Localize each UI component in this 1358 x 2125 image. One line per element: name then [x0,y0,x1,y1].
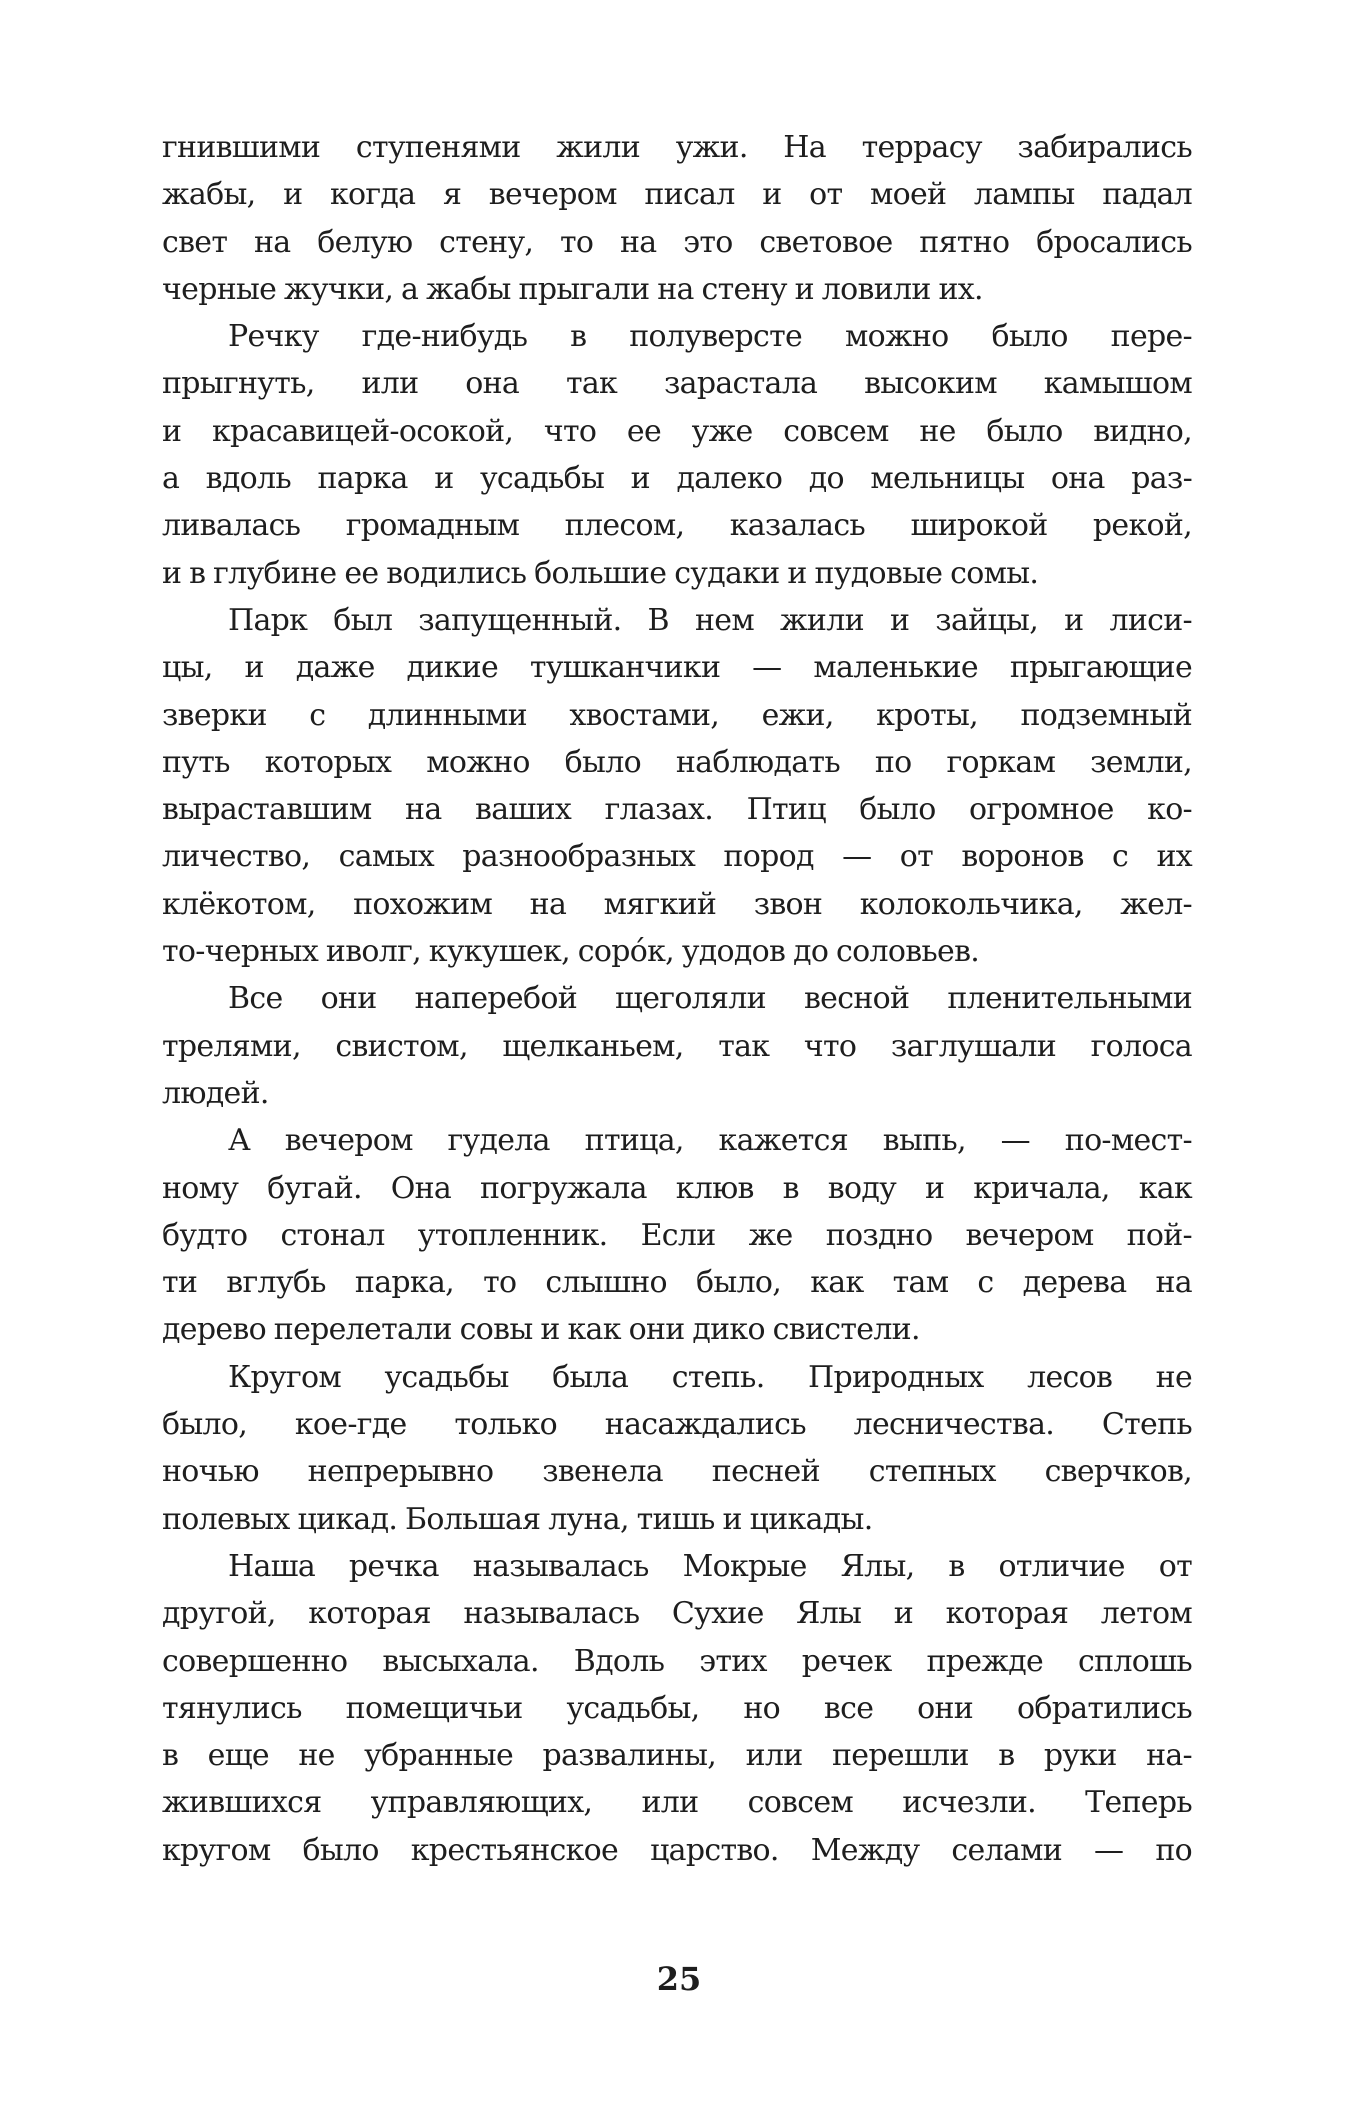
text-line: ти вглубь парка, то слышно было, как там с дерева на [162,1265,1192,1301]
text-line: кругом было крестьянское царство. Между селами — по [162,1832,1192,1868]
text-line: будто стонал утопленник. Если же поздно вечером пой- [162,1217,1192,1253]
paragraph-first-line: Все они наперебой щеголяли весной пленительными [228,981,1192,1017]
text-line: гнившими ступенями жили ужи. На террасу забирались [162,130,1192,165]
text-line: было, кое-где только насаждались лесничества. Степь [162,1407,1192,1443]
paragraph-first-line: А вечером гудела птица, кажется выпь, — по-мест- [228,1123,1192,1159]
text-line: выраставшим на ваших глазах. Птиц было огромное ко- [162,792,1192,828]
text-line: а вдоль парка и усадьбы и далеко до мельницы она раз- [162,461,1192,497]
text-line: прыгнуть, или она так зарастала высоким камышом [162,366,1192,402]
text-line: ному бугай. Она погружала клюв в воду и кричала, как [162,1170,1192,1206]
text-line: людей. [162,1075,269,1111]
text-line: другой, которая называлась Сухие Ялы и которая летом [162,1596,1192,1632]
text-line: дерево перелетали совы и как они дико свистели. [162,1312,920,1348]
page-text [162,124,1192,1874]
text-line: и красавицей-осокой, что ее уже совсем не было видно, [162,413,1192,449]
text-line: клёкотом, похожим на мягкий звон колокольчика, жел- [162,886,1192,922]
paragraph-first-line: Парк был запущенный. В нем жили и зайцы, и лиси- [228,602,1192,638]
text-line: полевых цикад. Большая луна, тишь и цикады. [162,1501,873,1537]
paragraph-first-line: Речку где-нибудь в полуверсте можно было пере- [228,319,1192,355]
text-line: свет на белую стену, то на это световое пятно бросались [162,224,1192,260]
text-line: черные жучки, а жабы прыгали на стену и ловили их. [162,271,983,307]
page-number: 25 [656,1960,702,1998]
text-line: жабы, и когда я вечером писал и от моей лампы падал [162,177,1192,213]
text-line: зверки с длинными хвостами, ежи, кроты, подземный [162,697,1192,733]
text-line: трелями, свистом, щелканьем, так что заглушали голоса [162,1028,1192,1064]
text-line: то-черных иволг, кукушек, сорóк, удодов до соловьев. [162,934,980,970]
text-line: ночью непрерывно звенела песней степных сверчков, [162,1454,1192,1490]
text-line: жившихся управляющих, или совсем исчезли. Теперь [162,1785,1192,1821]
text-line: тянулись помещичьи усадьбы, но все они обратились [162,1690,1192,1726]
text-line: ливалась громадным плесом, казалась широкой рекой, [162,508,1192,544]
paragraph-first-line: Наша речка называлась Мокрые Ялы, в отличие от [228,1548,1192,1584]
text-line: и в глубине ее водились большие судаки и пудовые сомы. [162,555,1039,591]
text-line: в еще не убранные развалины, или перешли в руки на- [162,1738,1192,1774]
text-line: личество, самых разнообразных пород — от воронов с их [162,839,1192,875]
paragraph-first-line: Кругом усадьбы была степь. Природных лесов не [228,1359,1192,1395]
text-line: совершенно высыхала. Вдоль этих речек прежде сплошь [162,1643,1192,1679]
text-line: цы, и даже дикие тушканчики — маленькие прыгающие [162,650,1192,686]
text-line: путь которых можно было наблюдать по горкам земли, [162,744,1192,780]
